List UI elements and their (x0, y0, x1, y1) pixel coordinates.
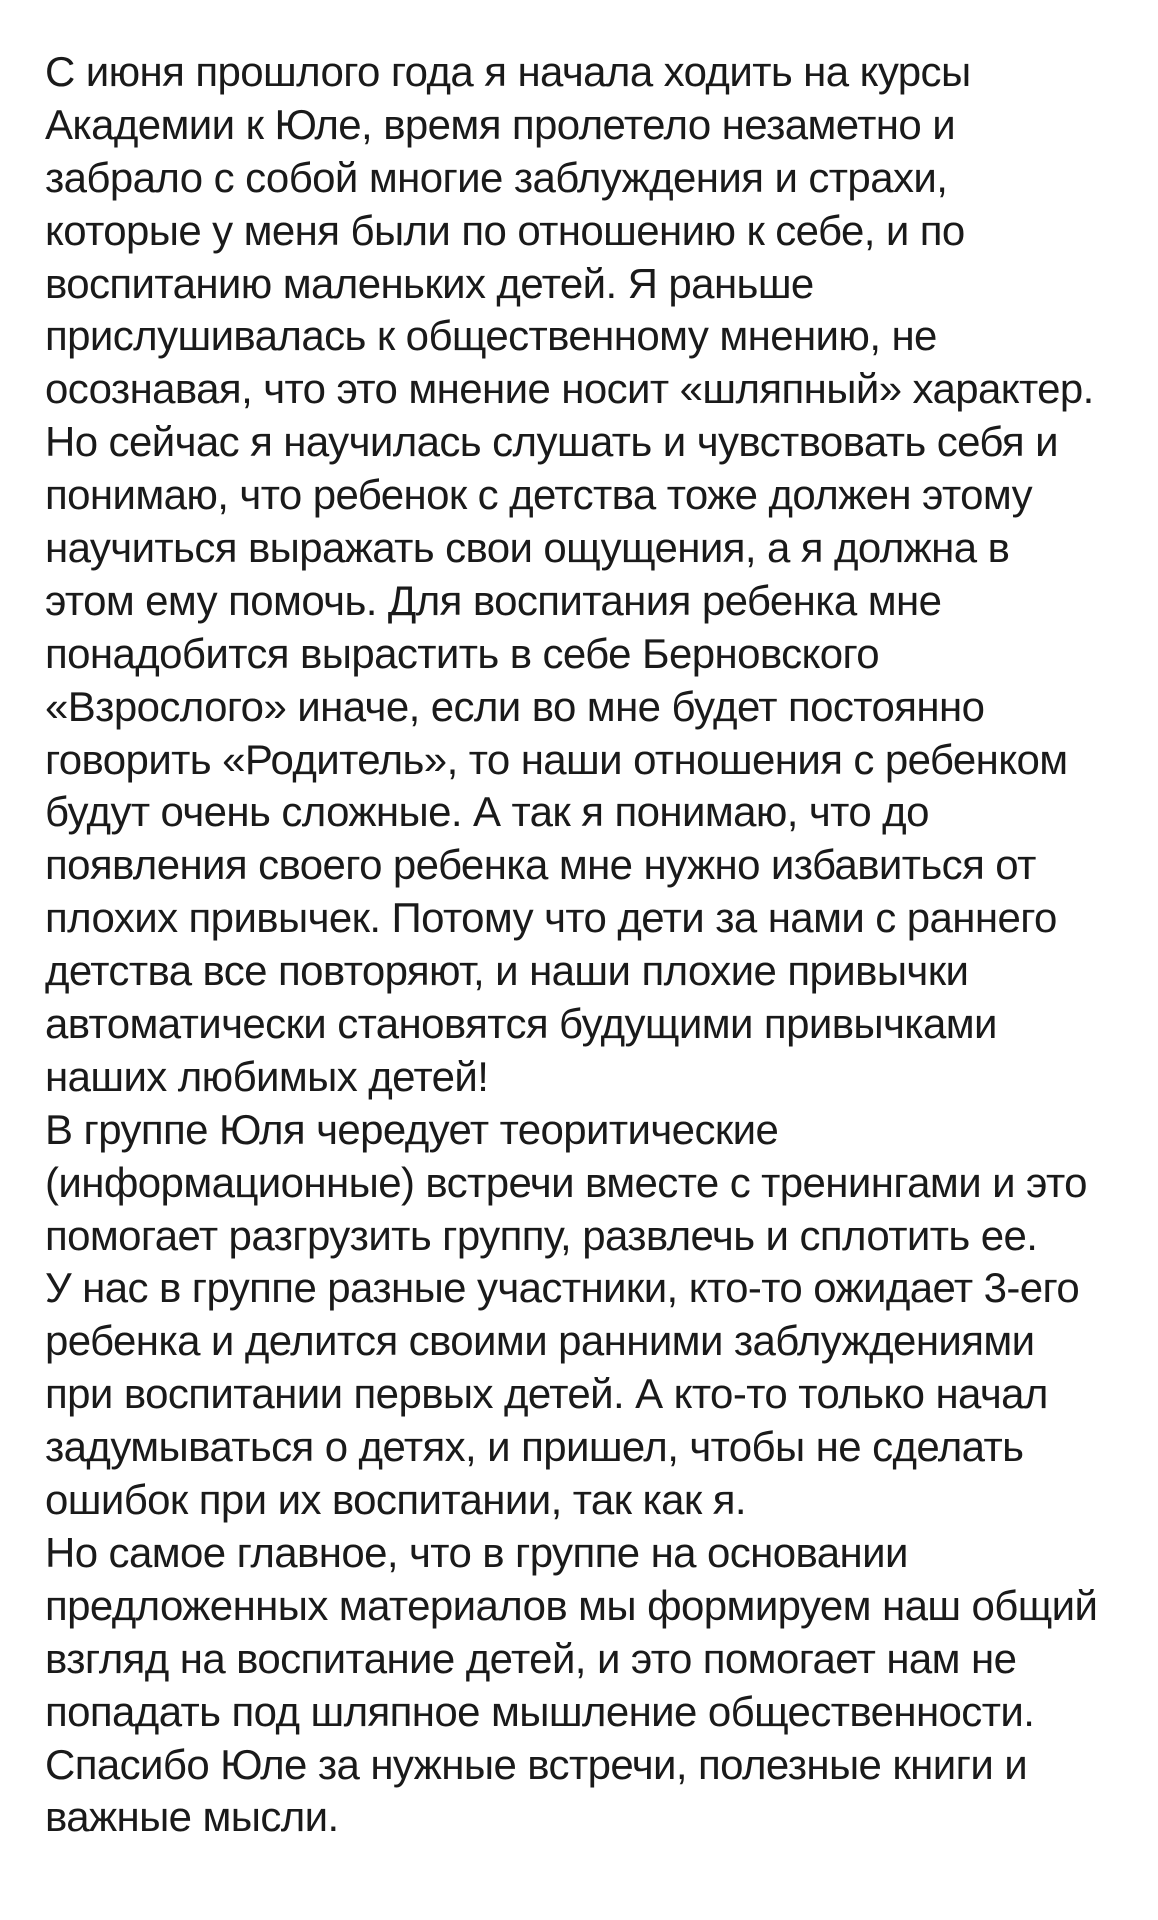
text-line: наших любимых детей! (45, 1052, 489, 1100)
text-line: ребенка и делится своими ранними заблуждениями (45, 1317, 1035, 1365)
text-line: (информационные) встречи вместе с тренингами и это (45, 1158, 1087, 1206)
note-text (45, 46, 1155, 1844)
text-line: автоматически становятся будущими привычками (45, 1000, 997, 1048)
text-line: Но сейчас я научилась слушать и чувствовать себя и (45, 418, 1059, 466)
text-line: Академии к Юле, время пролетело незаметно и (45, 100, 956, 148)
text-line: воспитанию маленьких детей. Я раньше (45, 259, 814, 307)
text-line: попадать под шляпное мышление общественности. (45, 1687, 1035, 1735)
text-line: появления своего ребенка мне нужно избавиться от (45, 841, 1036, 889)
text-line: предложенных материалов мы формируем наш общий (45, 1581, 1098, 1629)
text-line: «Взрослого» иначе, если во мне будет постоянно (45, 682, 985, 730)
text-line: которые у меня были по отношению к себе, и по (45, 206, 965, 254)
text-line: задумываться о детях, и пришел, чтобы не сделать (45, 1423, 1024, 1471)
text-line: Но самое главное, что в группе на основании (45, 1528, 908, 1576)
text-line: понадобится вырастить в себе Берновского (45, 629, 880, 677)
text-line: детства все повторяют, и наши плохие привычки (45, 947, 969, 995)
text-line: Спасибо Юле за нужные встречи, полезные книги и (45, 1740, 1028, 1788)
text-line: ошибок при их воспитании, так как я. (45, 1476, 746, 1524)
text-line: В группе Юля чередует теоритические (45, 1105, 779, 1153)
text-line: У нас в группе разные участники, кто-то ожидает 3-его (45, 1264, 1080, 1312)
text-line: С июня прошлого года я начала ходить на курсы (45, 48, 971, 95)
text-line: понимаю, что ребенок с детства тоже должен этому (45, 471, 1033, 519)
text-line: важные мысли. (45, 1793, 339, 1841)
text-line: при воспитании первых детей. А кто-то только начал (45, 1370, 1048, 1418)
text-line: научиться выражать свои ощущения, а я должна в (45, 524, 1010, 572)
text-line: плохих привычек. Потому что дети за нами с раннего (45, 894, 1057, 942)
text-line: помогает разгрузить группу, развлечь и сплотить ее. (45, 1211, 1038, 1259)
text-line: прислушивалась к общественному мнению, не (45, 312, 937, 360)
text-line: взгляд на воспитание детей, и это помогает нам не (45, 1634, 1017, 1682)
text-line: осознавая, что это мнение носит «шляпный» характер. (45, 365, 1094, 413)
text-line: этом ему помочь. Для воспитания ребенка мне (45, 576, 942, 624)
text-line: говорить «Родитель», то наши отношения с ребенком (45, 735, 1068, 783)
text-line: забрало с собой многие заблуждения и страхи, (45, 153, 948, 201)
text-line: будут очень сложные. А так я понимаю, что до (45, 788, 929, 836)
